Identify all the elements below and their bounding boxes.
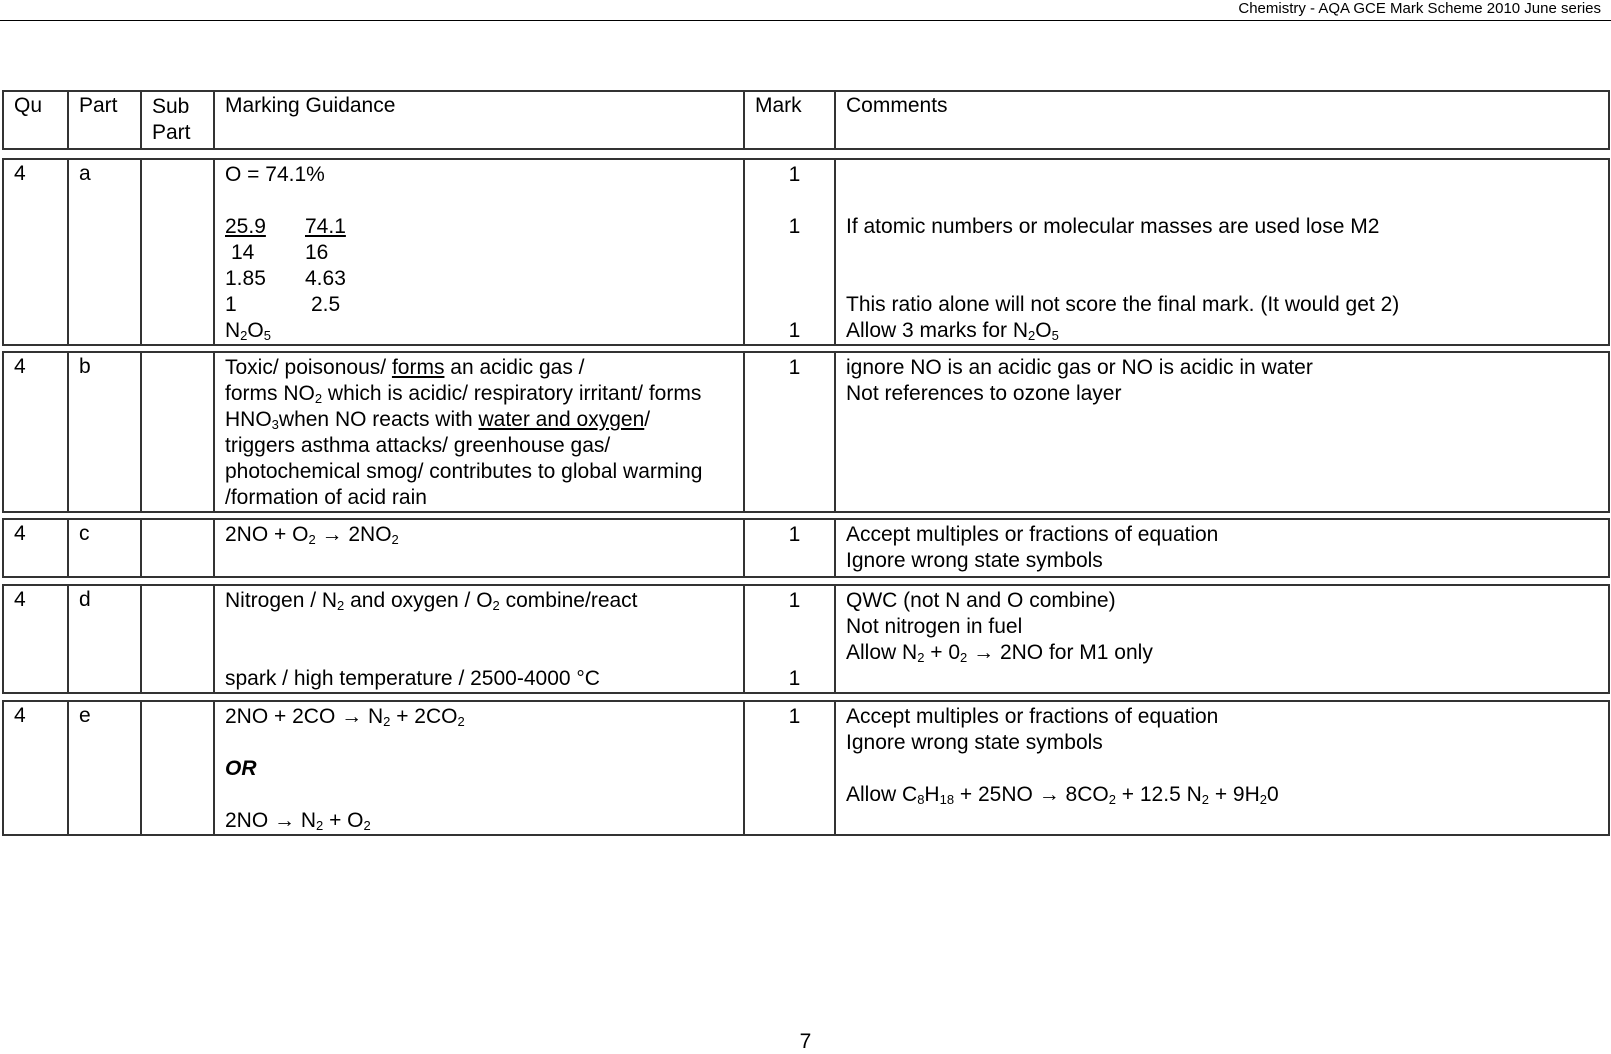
document-header-title: Chemistry - AQA GCE Mark Scheme 2010 June series	[1238, 0, 1601, 17]
header-mark: Mark	[744, 91, 835, 149]
row-comments: Accept multiples or fractions of equation Ignore wrong state symbols Allow $C_8H_{18} + 25NO \to 8CO_2 + 12.5$ $N_2 + 9H_20$	[835, 701, 1609, 835]
row-marking-guidance	[214, 159, 744, 345]
row-part: c	[68, 519, 141, 577]
row-marking-guidance: Nitrogen / $N_2$ and oxygen / $O_2$ combine/react spark / high temperature / 2500-4000 °C	[214, 585, 744, 693]
row-sub-part	[141, 352, 214, 512]
guidance-line: O = 74.1%	[225, 163, 325, 186]
row-sub-part	[141, 159, 214, 345]
header-rule	[0, 20, 1611, 21]
row-sub-part	[141, 701, 214, 835]
row-qu: 4	[3, 701, 68, 835]
table-row	[2, 351, 1610, 513]
row-qu: 4	[3, 585, 68, 693]
table-row	[2, 158, 1610, 346]
row-mark: 1	[744, 701, 835, 835]
ratio-calculation: 25.9 74.1 14 16 1.85 4.63 1 2.5	[225, 215, 346, 316]
row-mark: 1 1 1	[744, 159, 835, 345]
table-row	[2, 518, 1610, 578]
row-marking-guidance: $2NO + O_2 \to 2NO_2$	[214, 519, 744, 577]
row-qu: 4	[3, 519, 68, 577]
row-qu: 4	[3, 352, 68, 512]
row-part: d	[68, 585, 141, 693]
header-sub-part: Sub Part	[141, 91, 214, 149]
row-comments: QWC (not N and O combine) Not nitrogen in fuel Allow $N_2 + 0_2 \to 2NO$ for M1 only	[835, 585, 1609, 693]
table-header	[2, 90, 1610, 150]
row-sub-part	[141, 585, 214, 693]
row-sub-part	[141, 519, 214, 577]
row-qu: 4	[3, 159, 68, 345]
row-part: b	[68, 352, 141, 512]
header-marking-guidance: Marking Guidance	[214, 91, 744, 149]
row-mark: 1	[744, 352, 835, 512]
header-part: Part	[68, 91, 141, 149]
row-comments: ignore NO is an acidic gas or NO is acidic in water Not references to ozone layer	[835, 352, 1609, 512]
row-comments: If atomic numbers or molecular masses are used lose M2 This ratio alone will not score the final mark. (It would get 2) Allow 3 marks for $N_2O_5$	[835, 159, 1609, 345]
row-marking-guidance: Toxic/ poisonous/ forms an acidic gas / forms $NO_2$ which is acidic/ respiratory irritant/ forms $HNO_3when$ NO reacts with water and oxygen/ triggers asthma attacks/ greenhouse gas/ photochemical smog/ contributes to global warming /formation of acid rain	[214, 352, 744, 512]
formula: $N_2O_5$	[225, 319, 271, 343]
table-row	[2, 584, 1610, 694]
table-row	[2, 700, 1610, 836]
header-comments: Comments	[835, 91, 1609, 149]
header-qu: Qu	[3, 91, 68, 149]
row-mark: 1	[744, 519, 835, 577]
or-label: OR	[225, 757, 257, 780]
row-part: e	[68, 701, 141, 835]
row-marking-guidance: $2NO + 2CO \to N_2 + 2CO_2$ OR $2NO \to N_2 + O_2$	[214, 701, 744, 835]
row-comments: Accept multiples or fractions of equation Ignore wrong state symbols	[835, 519, 1609, 577]
row-part: a	[68, 159, 141, 345]
page-number: 7	[799, 1030, 812, 1053]
row-mark: 1 1	[744, 585, 835, 693]
